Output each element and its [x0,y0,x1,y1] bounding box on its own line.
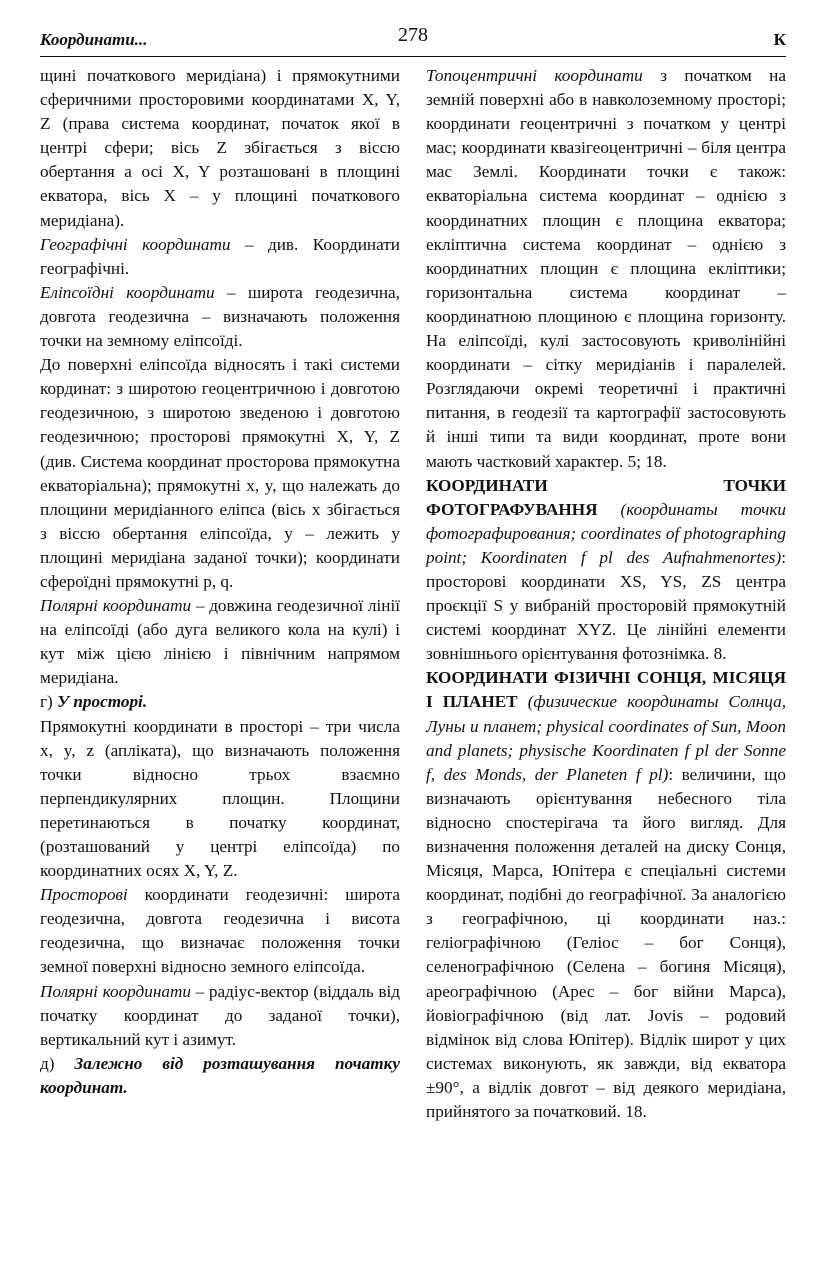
running-title: Координати... [40,30,148,49]
page-number: 278 [398,24,428,46]
section-letter: К [773,30,786,49]
entry-translations: (физические координаты Солнца, Луны и планет; physical coordinates of Sun, Moon and planets; physische Koordinaten f pl der Sonne f, des Monds, der Planeten f pl) [426,692,786,784]
definition: – довжина геодезичної лінії на еліпсоїді (або дуга великого кола на кулі) і кут між цією лінією і північним напрямом меридіана. [40,596,400,688]
paragraph [40,281,400,353]
subsection-title: У просторі. [57,692,148,712]
subsection-heading [40,690,400,714]
term: Географічні координати [40,234,231,254]
definition: координати геодезичні: широта геодезична, довгота геодезична і висота геодезична, що визначає положення точки земної поверхні відносно земного еліпсоїда. [40,885,400,977]
page-header [40,24,786,54]
term: Просторові [40,885,128,905]
subsection-title: Залежно від розташування початку координат. [40,1053,400,1097]
subsection-prefix: д) [40,1053,75,1073]
definition: – радіус-вектор (віддаль від початку координат до заданої точки), вертикальний кут і азимут. [40,981,400,1049]
entry-definition: : просторові координати XS, YS, ZS центра проєкції S у вибраній просторовій прямокутній системі координат XYZ. Це лінійні елементи зовнішнього орієнтування фотознімка. 8. [426,547,786,664]
paragraph: Прямокутні координати в просторі – три числа x, y, z (апліката), що визначають положення точки відносно трьох взаємно перпендикулярних площин. Площини перетинаються в початку координат, (розташований у центрі еліпсоїда) по координатних осях X, Y, Z. [40,716,400,881]
term: Еліпсоїдні координати [40,282,215,302]
entry-headword: КООРДИНАТИ ФІЗИЧНІ СОНЦЯ, МІСЯЦЯ І ПЛАНЕТ [426,668,786,712]
paragraph: щині початкового меридіана) і прямокутними сферичними просторовими координатами X, Y, Z (права система координат, початок якої в центрі сфери; вісь Z збігається з віссю обертання а осі X, Y розташовані в площині екватора, вісь X – у площині початкового меридіана). [40,66,400,230]
paragraph [40,233,400,281]
paragraph [40,980,400,1052]
entry-definition: : величини, що визначають орієнтування небесного тіла відносно спостерігача та його вигляд. Для визначення положення деталей на диску Сонця, Місяця, Марса, Юпітера є спеціальні системи координат, подібні до географічної. За аналогією з географічною, ці координати наз.: геліографічною (Геліос – бог Сонця), селенографічною (Селена – богиня Місяця), ареографічною (Арес – бог війни Марса), йовіографічною (від лат. Jovis – родовий відмінок від слова Юпітер). Відлік широт у цих системах виконують, як завжди, від екватора ±90°, а відлік довгот – від деякого меридіана, прийнятого за початковий. 18. [426,764,786,1122]
definition: – див. Координати географічні. [40,234,400,278]
dictionary-entry [426,666,786,1124]
paragraph [40,883,400,979]
term: Топоцентричні координати [426,66,643,85]
definition: – широта геодезична, довгота геодезична – визначають положення точки на земному еліпсоїді. [40,282,400,351]
subsection-heading [40,1052,400,1100]
entry-translations: (координаты точки фотографирования; coordinates of photographing point; Koordinaten f pl des Aufnahmenortes) [426,499,786,567]
subsection-prefix: г) [40,692,58,712]
paragraph [40,594,400,690]
term: Полярні координати [40,981,191,1001]
right-column [426,64,786,1124]
dictionary-entry [426,474,786,667]
definition: з початком на земній поверхні або в навколоземному просторі; координати геоцентричні з початком у центрі мас; координати квазігеоцентричні – біля центра мас Землі. Координати точки є також: екваторіальна система координат – однією з координатних площин є площина екватора; екліптична система координат – однією з координатних площин є площина екліптики; горизонтальна система координат – координатною площиною є площина горизонту. На еліпсоїді, кулі застосовують криволінійні координати – сітку меридіанів і паралелей. Розглядаючи окремі теоретичні і практичні питання, в геодезії та картографії застосовують й інші типи та види координат, проте вони мають частковий характер. 5; 18. [426,66,786,471]
paragraph: До поверхні еліпсоїда відносять і такі системи кординат: з широтою геоцентричною і довготою геодезичною, з широтою зведеною і довготою геодезичною; просторові прямокутні X, Y, Z (див. Система координат просторова прямокутна екваторіальна); прямокутні x, y, що належать до площини меридіанного еліпса (вісь x збігається з віссю обертання еліпсоїда, y – лежить у площині меридіана заданої точки); координати сфероїдні прямокутні p, q. [40,355,400,591]
entry-headword: КООРДИНАТИ ТОЧКИ ФОТОГРАФУВАННЯ [426,475,786,519]
term: Полярні координати [40,596,192,616]
paragraph [426,64,786,474]
header-rule [40,56,786,57]
left-column [40,64,400,1100]
